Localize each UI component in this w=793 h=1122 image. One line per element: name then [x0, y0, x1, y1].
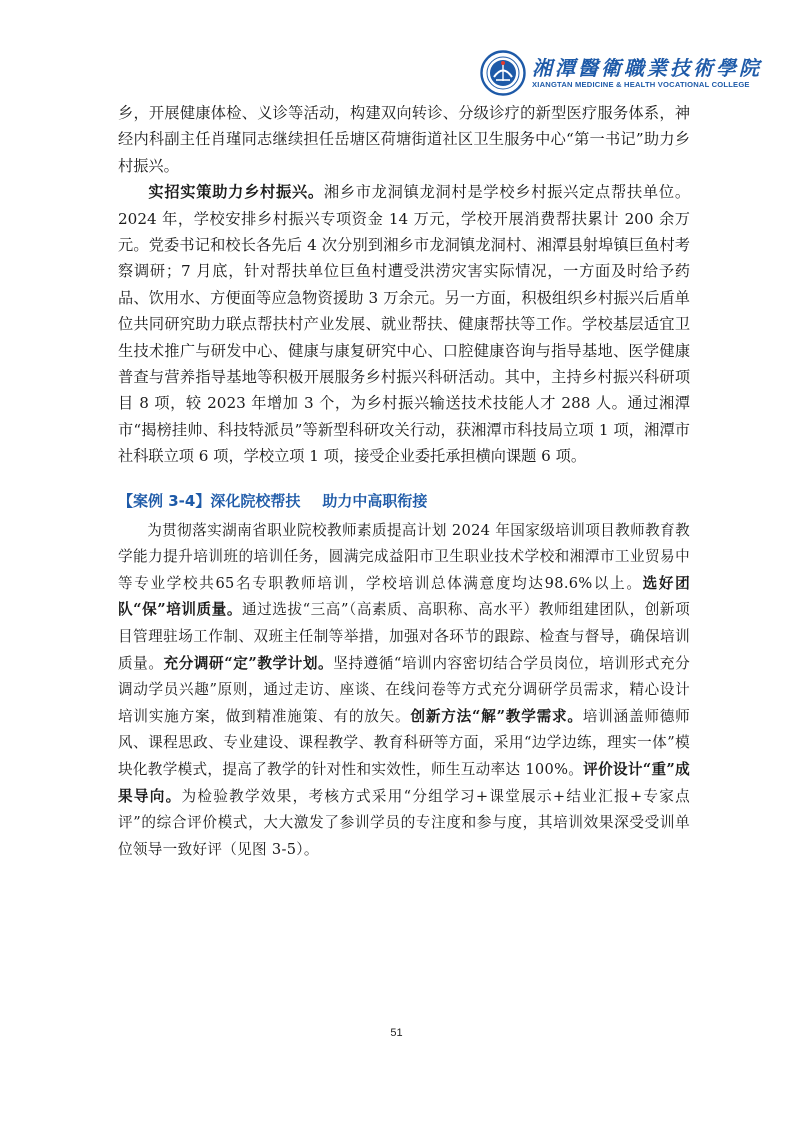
page-number: 51: [390, 1027, 403, 1039]
page-body: [118, 100, 690, 863]
case-point-heading: 充分调研“定”教学计划。: [163, 654, 334, 672]
case-intro: 为贯彻落实湖南省职业院校教师素质提高计划 2024 年国家级培训项目教师教育教学能力提升培训班的培训任务，圆满完成益阳市卫生职业技术学校和湘潭市工业贸易中等专业学校共65名专职教师培训，学校培训总体满意度均达98.6%以上。: [118, 521, 690, 592]
paragraph-rural-revitalization: [118, 179, 690, 469]
case-subtitle: 助力中高职衔接: [322, 491, 428, 510]
case-point-text: 为检验教学效果，考核方式采用“分组学习+课堂展示+结业汇报+专家点评”的综合评价模式，大大激发了参训学员的专注度和参与度，其培训效果深受受训单位领导一致好评（见图 3-5）。: [118, 787, 690, 858]
paragraph-lead-heading: 实招实策助力乡村振兴。: [148, 183, 324, 202]
college-name-cn: 湘潭醫衛職業技術學院: [532, 56, 762, 80]
paragraph-continued: 乡，开展健康体检、义诊等活动，构建双向转诊、分级诊疗的新型医疗服务体系，神经内科副主任肖瑾同志继续担任岳塘区荷塘街道社区卫生服务中心“第一书记”助力乡村振兴。: [118, 104, 690, 175]
case-point-text: 培训涵盖师德师风、课程思政、专业建设、课程教学、教育科研等方面，采用“边学边练，理实一体”模块化教学模式，提高了教学的针对性和实效性，师生互动率达 100%。: [118, 707, 691, 779]
case-point-heading: 选好团队“保”培训质量。: [118, 574, 690, 619]
case-point-text: 坚持遵循“培训内容密切结合学员岗位，培训形式充分调动学员兴趣”原则，通过走访、座谈、在线问卷等方式充分调研学员需求，精心设计培训实施方案，做到精准施策、有的放矢。: [118, 654, 691, 725]
college-name-en: XIANGTAN MEDICINE & HEALTH VOCATIONAL COLLEGE: [532, 80, 750, 89]
college-emblem-icon: [480, 50, 526, 96]
case-point-heading: 评价设计“重”成果导向。: [118, 761, 690, 805]
case-point-heading: 创新方法“解”教学需求。: [410, 707, 583, 725]
case-heading: [118, 488, 690, 514]
case-label: 【案例 3-4】深化院校帮扶: [118, 491, 301, 510]
case-point-text: 通过选拔“三高”（高素质、高职称、高水平）教师组建团队，创新项目管理驻场工作制、双班主任制等举措，加强对各环节的跟踪、检查与督导，确保培训质量。: [118, 601, 690, 672]
case-paragraph: [118, 518, 690, 864]
paragraph-text: 湘乡市龙洞镇龙洞村是学校乡村振兴定点帮扶单位。2024 年，学校安排乡村振兴专项资金 14 万元，学校开展消费帮扶累计 200 余万元。党委书记和校长各先后 4 次分别到湘乡市龙洞镇龙洞村、湘潭县射埠镇巨鱼村考察调研；7 月底，针对帮扶单位巨鱼村遭受洪涝灾害实际情况，一方面及时给予药品、饮用水、方便面等应急物资援助 3 万余元。另一方面，积极组织乡村振兴后盾单位共同研究助力联点帮扶村产业发展、就业帮扶、健康帮扶等工作。学校基层适宜卫生技术推广与研发中心、健康与康复研究中心、口腔健康咨询与指导基地、医学健康普查与营养指导基地等积极开展服务乡村振兴科研活动。其中，主持乡村振兴科研项目 8 项，较 2023 年增加 3 个，为乡村振兴输送技术技能人才 288 人。通过湘潭市“揭榜挂帅、科技特派员”等新型科研攻关行动，获湘潭市科技局立项 1 项，湘潭市社科联立项 6 项，学校立项 1 项，接受企业委托承担横向课题 6 项。: [118, 183, 691, 466]
college-logo: [480, 48, 770, 98]
